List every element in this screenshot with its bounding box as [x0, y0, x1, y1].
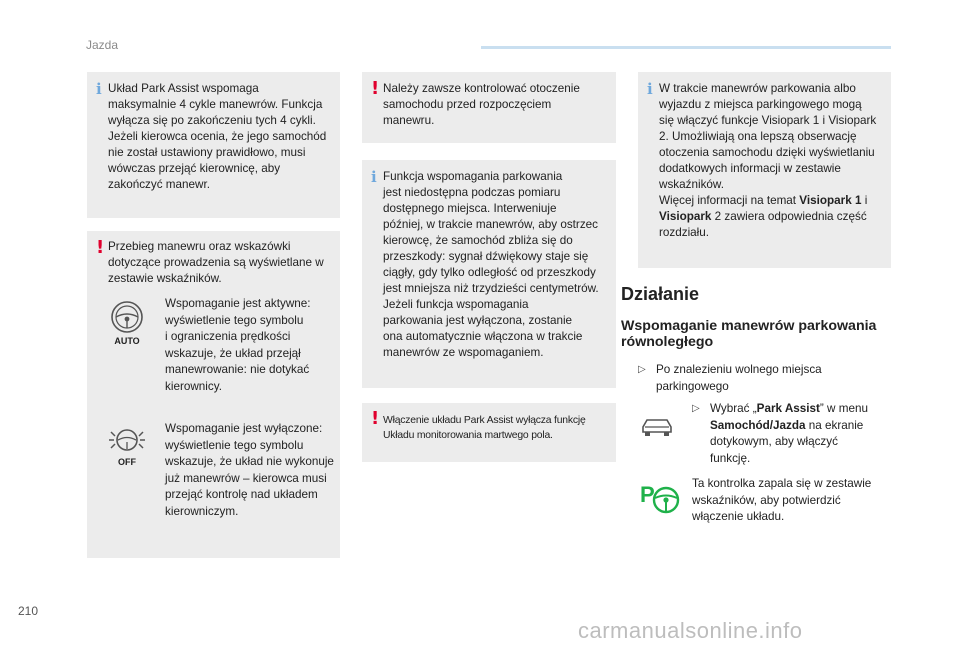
warning-icon: ! — [96, 237, 105, 258]
warning-text-display: Przebieg manewru oraz wskazówki dotyczące prowadzenia są wyświetlane w zestawie wskaźników. — [108, 240, 324, 285]
warning-text-surroundings: Należy zawsze kontrolować otoczenie samochodu przed rozpoczęciem manewru. — [383, 82, 580, 127]
subsection-heading: Wspomaganie manewrów parkowania równoległego — [621, 318, 877, 350]
info-text-visiopark: W trakcie manewrów parkowania albo wyjazdu z miejsca parkingowego mogą się włączyć funkcje Visiopark 1 i Visiopark 2. Umożliwiają ona lepszą obserwację otoczenia samochodu dzięki wyświetlaniu dodatkowych informacji w zestawie wskaźników. Więcej informacji na temat Visiopark 1 i Visiopark 2 zawiera odpowiednia część rozdziału. — [659, 82, 877, 239]
info-box-availability — [362, 160, 616, 388]
info-icon: i — [371, 168, 377, 186]
step-arrow-icon: ▷ — [692, 403, 700, 414]
car-menu-icon — [640, 416, 674, 440]
info-icon: i — [647, 80, 653, 98]
steering-wheel-auto-icon — [107, 300, 147, 346]
lamp-letter: P — [640, 482, 655, 507]
off-label: OFF — [118, 457, 136, 467]
off-description: Wspomaganie jest wyłączone: wyświetlenie tego symbolu wskazuje, że układ nie wykonuje już manewrów – kierowca musi przejąć kontrolę nad układem kierowniczym. — [165, 422, 334, 518]
off-steering-row — [107, 421, 337, 521]
section-heading: Działanie — [621, 284, 700, 304]
warning-box-surroundings — [362, 72, 616, 143]
info-text-availability: Funkcja wspomagania parkowania jest niedostępna podczas pomiaru dostępnego miejsca. Interweniuje później, w trakcie manewrów, aby ostrzec kierowcę, że samochód zbliża się do przeszkody: sygnał dźwiękowy staje się ciągły, gdy tylko odległość od przeszkody jest mniejsza niż trzydzieści centymetrów. Jeżeli funkcja wspomagania parkowania jest wyłączona, zostanie ona automatycznie włączona w trakcie manewrów ze wspomaganiem. — [383, 170, 599, 359]
auto-steering-row — [107, 296, 337, 396]
warning-box-blindspot — [362, 403, 616, 462]
page-number: 210 — [18, 604, 39, 618]
info-icon: i — [96, 80, 102, 98]
steering-wheel-off-icon — [107, 425, 147, 471]
info-box-visiopark — [638, 72, 891, 268]
section-header: Jazda — [86, 38, 119, 52]
warning-icon: ! — [371, 78, 380, 99]
watermark: carmanualsonline.info — [578, 618, 803, 643]
warning-box-display — [87, 231, 340, 558]
auto-description: Wspomaganie jest aktywne: wyświetlenie tego symbolu i ograniczenia prędkości wskazuje, że układ przejął manewrowanie: nie dotykać kierownicy. — [165, 297, 311, 393]
lamp-description: Ta kontrolka zapala się w zestawie wskaźników, aby potwierdzić włączenie układu. — [692, 477, 872, 523]
header-rule — [481, 46, 891, 49]
park-assist-lamp-icon — [638, 480, 682, 516]
info-box-cycles — [87, 72, 340, 218]
warning-icon: ! — [371, 408, 380, 429]
info-text-cycles: Układ Park Assist wspomaga maksymalnie 4 cykle manewrów. Funkcja wyłącza się po zakończeniu tych 4 cykli. Jeżeli kierowca ocenia, że jego samochód nie został ustawiony prawidłowo, musi wówczas przejąć kierownicę, aby zakończyć manewr. — [108, 82, 327, 191]
step-arrow-icon: ▷ — [638, 364, 646, 375]
warning-text-blindspot: Włączenie układu Park Assist wyłącza funkcję Układu monitorowania martwego pola. — [383, 415, 586, 441]
auto-label: AUTO — [114, 336, 140, 346]
